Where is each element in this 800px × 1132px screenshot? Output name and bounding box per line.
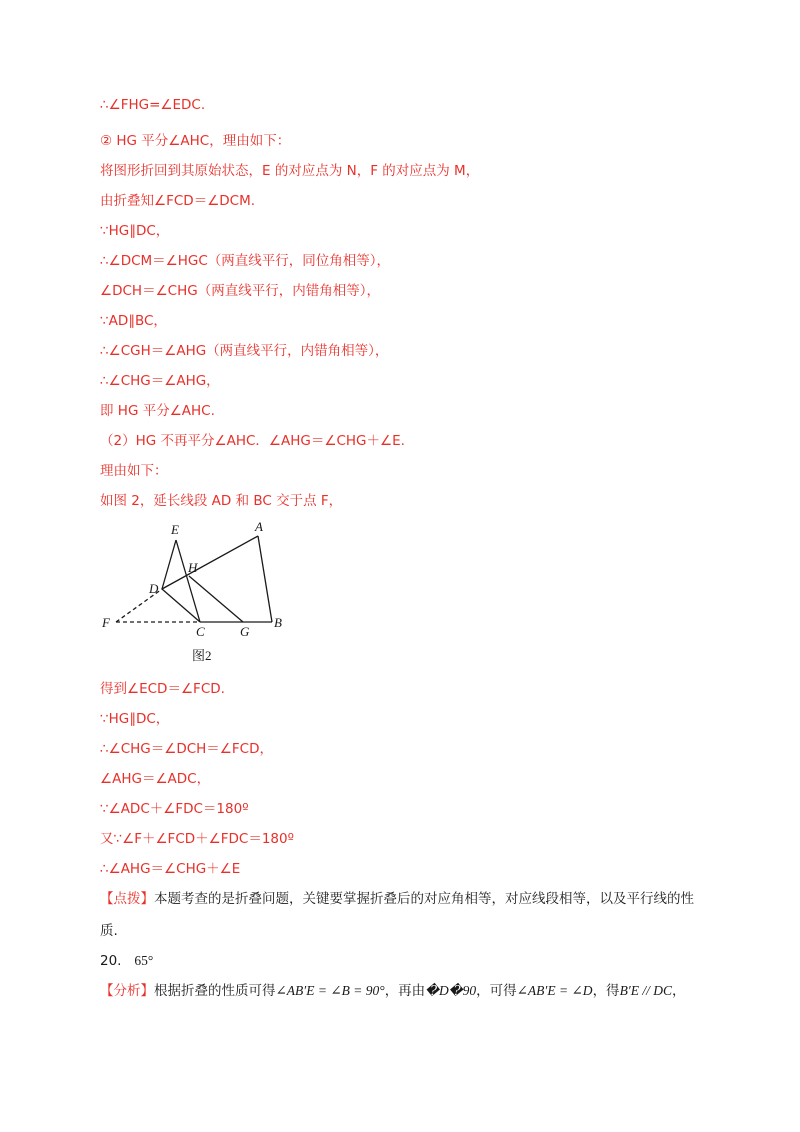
text-line-5: ∵HG∥DC， — [100, 223, 170, 239]
text-line-9: ∴∠CGH＝∠AHG（两直线平行，内错角相等）， — [100, 343, 389, 359]
text-line-19: ∵∠ADC＋∠FDC＝180º — [100, 801, 249, 817]
analysis-text-a: 根据折叠的性质可得 — [154, 983, 276, 999]
analysis-text-d: ，得 — [592, 983, 620, 999]
segment-HG — [189, 576, 243, 622]
text-line-10: ∴∠CHG＝∠AHG， — [100, 373, 220, 389]
text-line-14: 如图 2，延长线段 AD 和 BC 交于点 F， — [100, 493, 343, 509]
question-20 — [100, 952, 153, 970]
label-F: F — [102, 615, 110, 630]
label-E: E — [171, 522, 179, 537]
analysis-math-c: ∠AB′E = ∠D — [516, 983, 593, 998]
segment-DE — [162, 540, 176, 589]
label-B: B — [274, 615, 282, 630]
analysis-math-a: ∠AB′E = ∠B = 90° — [275, 983, 385, 998]
figure-svg — [100, 518, 300, 668]
text-line-20: 又∵∠F＋∠FCD＋∠FDC＝180º — [100, 831, 294, 847]
text-line-4: 由折叠知∠FCD＝∠DCM. — [100, 193, 256, 209]
analysis-label: 【分析】 — [100, 983, 154, 999]
segment-DA — [162, 536, 258, 589]
analysis-math-b: �D�90 — [425, 983, 477, 998]
text-line-2: ② HG 平分∠AHC，理由如下： — [100, 133, 291, 149]
tip-text-1: 本题考查的是折叠问题，关键要掌握折叠后的对应角相等，对应线段相等，以及平行线的性 — [154, 891, 694, 907]
text-line-7: ∠DCH＝∠CHG（两直线平行，内错角相等）， — [100, 283, 380, 299]
text-line-21: ∴∠AHG＝∠CHG＋∠E — [100, 861, 241, 877]
analysis-text-b: ，再由 — [384, 983, 426, 999]
text-line-6: ∴∠DCM＝∠HGC（两直线平行，同位角相等）， — [100, 253, 391, 269]
text-line-3: 将图形折回到其原始状态，E 的对应点为 N，F 的对应点为 M， — [100, 163, 480, 179]
text-line-13: 理由如下： — [100, 463, 168, 479]
text-line-1: ∴∠FHG=∠EDC. — [100, 97, 206, 113]
analysis-text-c: ，可得 — [476, 983, 517, 999]
segment-DC — [162, 589, 200, 622]
text-line-18: ∠AHG＝∠ADC， — [100, 771, 211, 787]
text-line-16: ∵HG∥DC， — [100, 711, 170, 727]
figure-lines — [116, 536, 272, 622]
figure-caption: 图2 — [192, 648, 212, 663]
label-C: C — [196, 624, 205, 639]
text-line-17: ∴∠CHG＝∠DCH＝∠FCD， — [100, 741, 273, 757]
analysis-math-d: B′E // DC — [619, 983, 673, 998]
label-A: A — [255, 519, 263, 534]
text-line-12: （2）HG 不再平分∠AHC．∠AHG＝∠CHG＋∠E. — [100, 433, 405, 449]
text-line-11: 即 HG 平分∠AHC. — [100, 403, 215, 419]
question-answer: 65° — [134, 953, 154, 968]
tip-paragraph — [100, 890, 694, 908]
segment-EC — [176, 540, 200, 622]
tip-paragraph-cont: 质. — [100, 923, 118, 939]
analysis-paragraph — [100, 982, 686, 1000]
question-number: 20. — [100, 953, 122, 969]
label-H: H — [188, 560, 198, 575]
label-G: G — [240, 624, 250, 639]
text-line-15: 得到∠ECD＝∠FCD. — [100, 681, 225, 697]
geometry-figure-2 — [100, 518, 300, 668]
text-line-8: ∵AD∥BC， — [100, 313, 167, 329]
tip-label: 【点拨】 — [100, 891, 154, 907]
segment-AB — [258, 536, 272, 622]
analysis-text-e: ， — [672, 983, 686, 999]
label-D: D — [149, 581, 159, 596]
